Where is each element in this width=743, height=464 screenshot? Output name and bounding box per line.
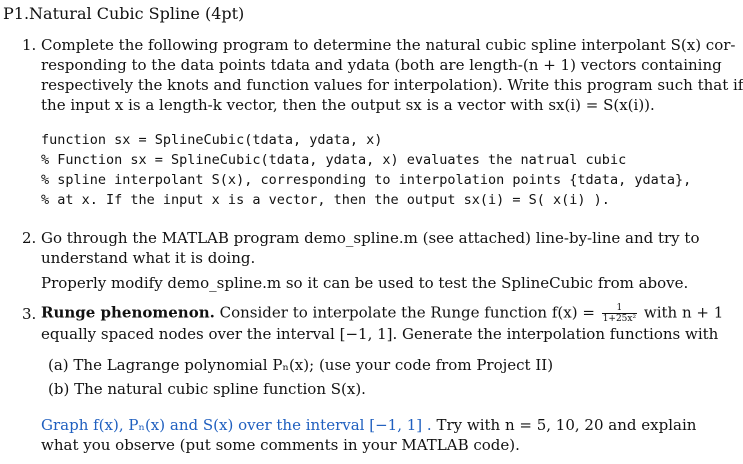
item-2-number: 2. (22, 229, 37, 247)
sub-item-a: (a) The Lagrange polynomial Pₙ(x); (use your code from Project II) (48, 356, 554, 374)
code-line-3: % spline interpolant S(x), corresponding to interpolation points {tdata, ydata}, (41, 172, 692, 188)
item-3-line-1-text: Consider to interpolate the Runge function f(x) = (214, 303, 600, 322)
item-1-line-1: Complete the following program to determine the natural cubic spline interpolant S(x) cor- (41, 36, 736, 54)
fraction-denominator: 1+25x² (602, 314, 637, 324)
item-3-line-2: equally spaced nodes over the interval [−1, 1]. Generate the interpolation functions with (41, 325, 719, 343)
graph-instruction-line-2: what you observe (put some comments in your MATLAB code). (41, 436, 520, 454)
fraction-numerator: 1 (602, 303, 637, 314)
runge-heading: Runge phenomenon. (41, 303, 215, 322)
code-line-1: function sx = SplineCubic(tdata, ydata, x) (41, 132, 383, 148)
item-1-line-4: the input x is a length-k vector, then the output sx is a vector with sx(i) = S(x(i)). (41, 96, 655, 114)
item-2-line-3: Properly modify demo_spline.m so it can be used to test the SplineCubic from above. (41, 274, 689, 292)
graph-instruction-highlight: Graph f(x), Pₙ(x) and S(x) over the interval [−1, 1] . (41, 416, 432, 434)
runge-fraction (602, 303, 637, 324)
item-2-line-1: Go through the MATLAB program demo_spline.m (see attached) line-by-line and try to (41, 229, 700, 247)
item-1-line-3: respectively the knots and function values for interpolation). Write this program such that if (41, 76, 743, 94)
graph-instruction-line-1 (41, 416, 696, 434)
item-3-number: 3. (22, 305, 37, 323)
sub-item-b: (b) The natural cubic spline function S(x). (48, 380, 366, 398)
problem-title: P1.Natural Cubic Spline (4pt) (3, 4, 245, 23)
code-line-2: % Function sx = SplineCubic(tdata, ydata, x) evaluates the natrual cubic (41, 152, 627, 168)
item-2-line-2: understand what it is doing. (41, 249, 256, 267)
item-1-number: 1. (22, 36, 37, 54)
code-line-4: % at x. If the input x is a vector, then the output sx(i) = S( x(i) ). (41, 192, 610, 208)
item-3-line-1 (41, 303, 723, 324)
graph-instruction-rest: Try with n = 5, 10, 20 and explain (431, 416, 697, 434)
item-1-line-2: responding to the data points tdata and ydata (both are length-(n + 1) vectors containing (41, 56, 722, 74)
item-3-line-1-tail: with n + 1 (639, 303, 724, 322)
